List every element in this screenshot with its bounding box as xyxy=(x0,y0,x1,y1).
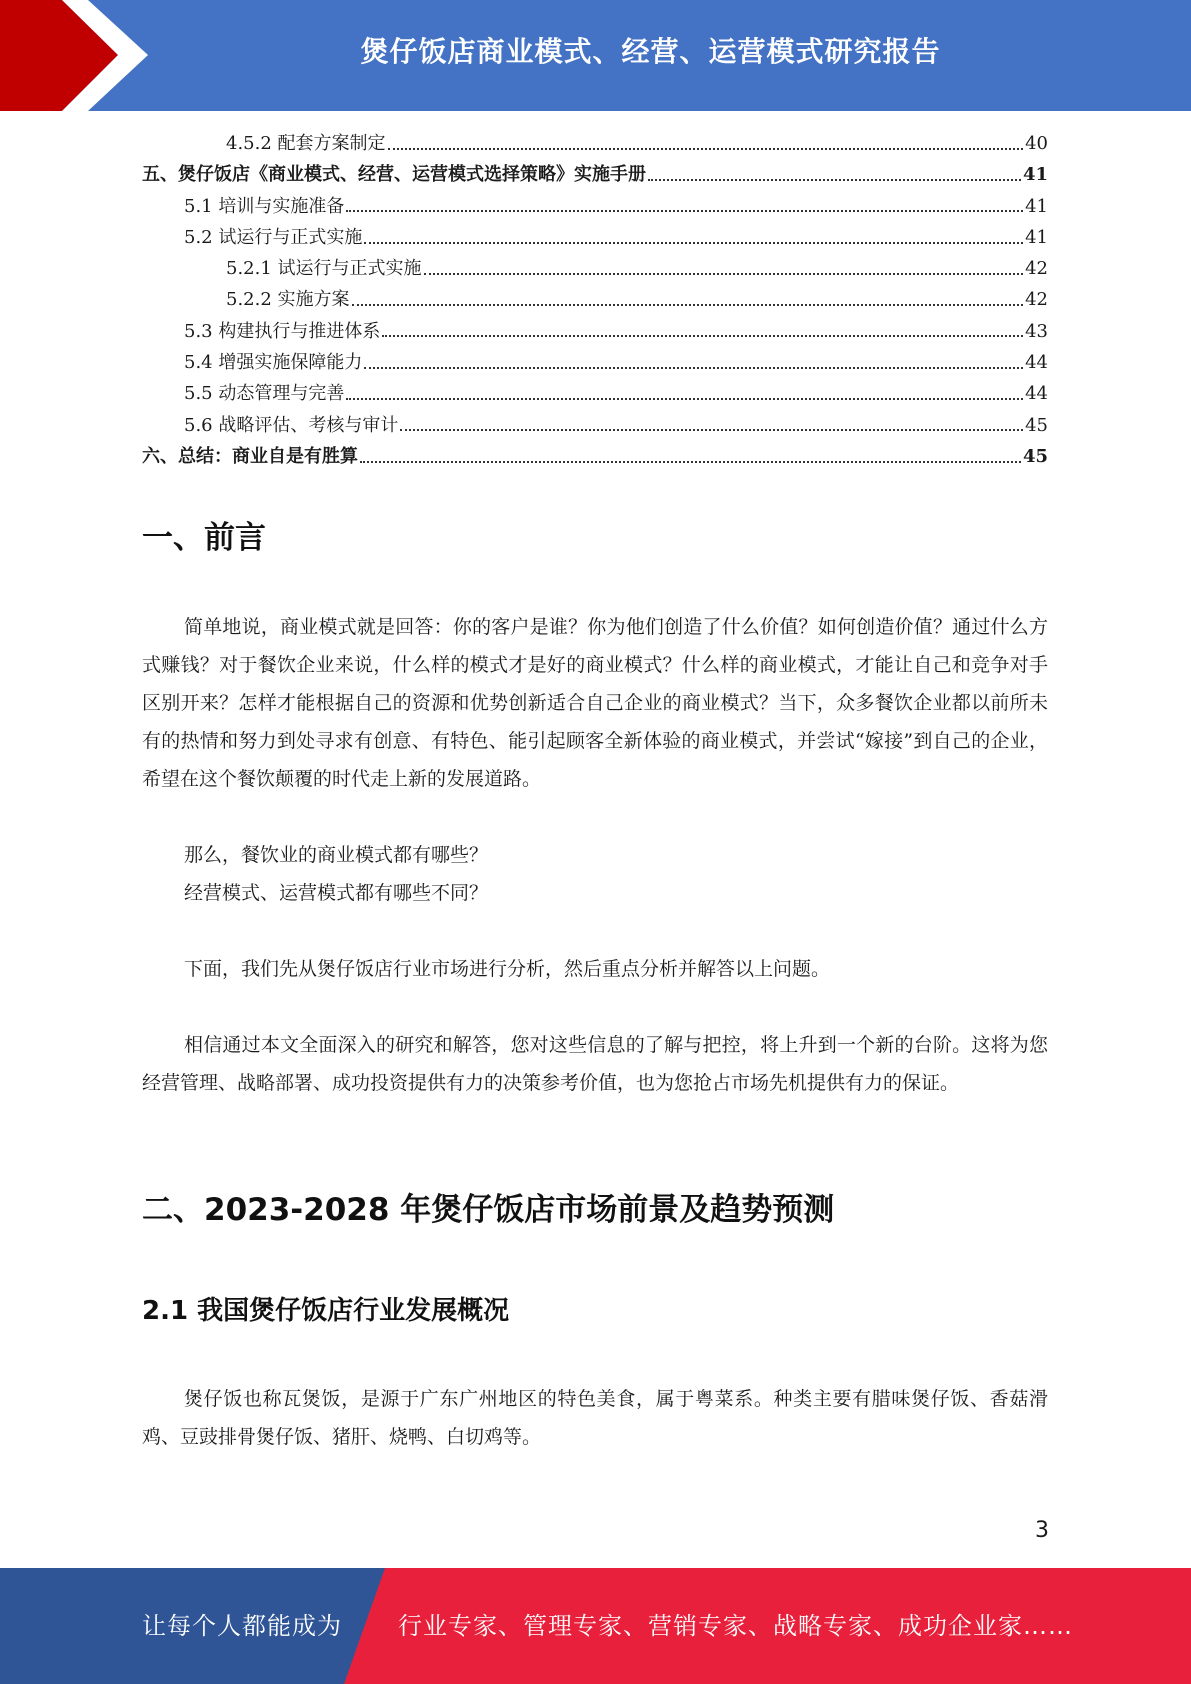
toc-leader-dots xyxy=(382,335,1023,337)
paragraph-preface-2: 下面，我们先从煲仔饭店行业市场进行分析，然后重点分析并解答以上问题。 xyxy=(184,958,831,980)
toc-leader-dots xyxy=(352,304,1024,306)
toc-entry[interactable] xyxy=(142,316,1048,347)
report-title: 煲仔饭店商业模式、经营、运营模式研究报告 xyxy=(360,35,941,68)
toc-entry[interactable] xyxy=(142,159,1048,190)
toc-entry-title: 5.6 战略评估、考核与审计 xyxy=(184,414,399,436)
toc-entry-page: 41 xyxy=(1025,226,1048,248)
toc-entry-page: 44 xyxy=(1025,383,1048,405)
toc-entry[interactable] xyxy=(142,222,1048,253)
toc-leader-dots xyxy=(400,429,1023,431)
toc-leader-dots xyxy=(424,273,1024,275)
toc-entry-title: 六、总结：商业自是有胜算 xyxy=(142,445,358,467)
toc-entry[interactable] xyxy=(142,347,1048,378)
toc-entry-page: 42 xyxy=(1025,289,1048,311)
toc-entry-page: 40 xyxy=(1025,133,1048,154)
toc-entry-title: 5.2.2 实施方案 xyxy=(226,289,350,311)
toc-entry[interactable] xyxy=(142,284,1048,315)
toc-leader-dots xyxy=(364,367,1023,369)
toc-entry[interactable] xyxy=(142,191,1048,222)
paragraph-overview-1: 煲仔饭也称瓦煲饭，是源于广东广州地区的特色美食，属于粤菜系。种类主要有腊味煲仔饭、香菇滑鸡、豆豉排骨煲仔饭、猪肝、烧鸭、白切鸡等。 xyxy=(142,1388,1048,1448)
toc-entry-page: 45 xyxy=(1025,414,1048,436)
toc-entry-page: 44 xyxy=(1025,352,1048,374)
toc-entry-page: 41 xyxy=(1022,164,1048,186)
page-number: 3 xyxy=(1035,1518,1049,1543)
section-heading-preface: 一、前言 xyxy=(142,520,266,556)
subsection-heading-overview: 2.1 我国煲仔饭店行业发展概况 xyxy=(142,1296,510,1326)
footer-slogan-right: 行业专家、管理专家、营销专家、战略专家、成功企业家…… xyxy=(398,1612,1073,1640)
toc-leader-dots xyxy=(360,461,1021,463)
toc-leader-dots xyxy=(364,242,1023,244)
toc-entry[interactable] xyxy=(142,378,1048,409)
toc-entry-title: 5.4 增强实施保障能力 xyxy=(184,352,363,374)
toc-entry[interactable] xyxy=(142,253,1048,284)
toc-entry-title: 五、煲仔饭店《商业模式、经营、运营模式选择策略》实施手册 xyxy=(142,164,646,186)
toc-entry-title: 5.1 培训与实施准备 xyxy=(184,195,345,217)
toc-entry-page: 41 xyxy=(1025,195,1048,217)
toc-leader-dots xyxy=(388,148,1024,150)
toc-entry-page: 42 xyxy=(1025,258,1048,280)
toc-leader-dots xyxy=(648,179,1021,181)
paragraph-question-2: 经营模式、运营模式都有哪些不同？ xyxy=(184,882,489,904)
toc-entry-title: 5.5 动态管理与完善 xyxy=(184,383,345,405)
paragraph-preface-1: 简单地说，商业模式就是回答：你的客户是谁？你为他们创造了什么价值？如何创造价值？通过什么方式赚钱？对于餐饮企业来说，什么样的模式才是好的商业模式？什么样的商业模式，才能让自己和竞争对手区别开来？怎样才能根据自己的资源和优势创新适合自己企业的商业模式？当下，众多餐饮企业都以前所未有的热情和努力到处寻求有创意、有特色、能引起顾客全新体验的商业模式，并尝试“嫁接”到自己的企业，希望在这个餐饮颠覆的时代走上新的发展道路。 xyxy=(142,616,1048,790)
header-band xyxy=(0,0,1191,111)
toc-entry-title: 5.2.1 试运行与正式实施 xyxy=(226,258,422,280)
section-heading-market-outlook: 二、2023-2028 年煲仔饭店市场前景及趋势预测 xyxy=(142,1192,835,1228)
toc-entry-title: 4.5.2 配套方案制定 xyxy=(226,133,386,154)
paragraph-question-1: 那么，餐饮业的商业模式都有哪些？ xyxy=(184,844,489,866)
toc-entry[interactable] xyxy=(142,410,1048,441)
paragraph-preface-3: 相信通过本文全面深入的研究和解答，您对这些信息的了解与把控，将上升到一个新的台阶。这将为您经营管理、战略部署、成功投资提供有力的决策参考价值，也为您抢占市场先机提供有力的保证。 xyxy=(142,1034,1048,1094)
toc-entry[interactable] xyxy=(142,441,1048,472)
toc-entry-page: 43 xyxy=(1025,320,1048,342)
toc-leader-dots xyxy=(346,210,1023,212)
footer-slogan-left: 让每个人都能成为 xyxy=(142,1612,342,1640)
table-of-contents xyxy=(142,128,1048,472)
toc-entry[interactable] xyxy=(142,128,1048,159)
toc-entry-page: 45 xyxy=(1022,445,1048,467)
toc-leader-dots xyxy=(346,398,1023,400)
toc-entry-title: 5.2 试运行与正式实施 xyxy=(184,226,363,248)
toc-entry-title: 5.3 构建执行与推进体系 xyxy=(184,320,381,342)
